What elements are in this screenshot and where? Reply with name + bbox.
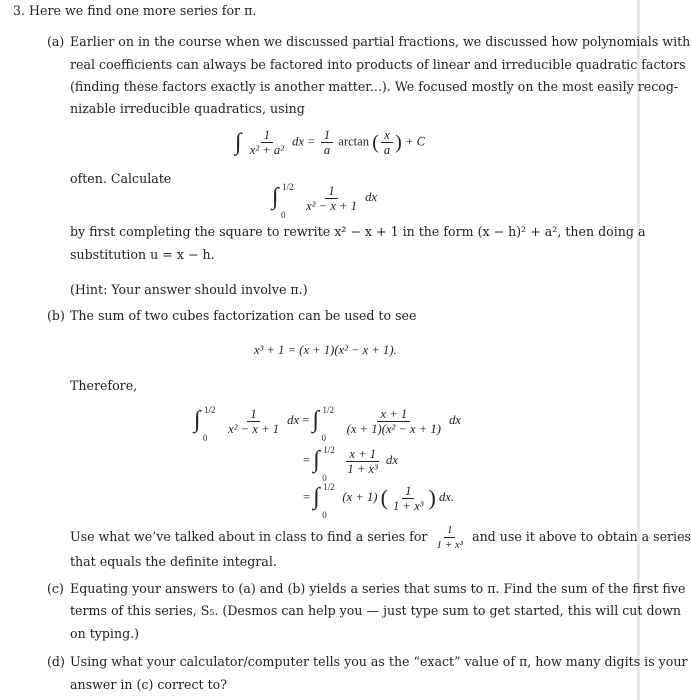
part-d-line-1: Using what your calculator/computer tells you as the “exact” value of π, how many digits is your	[70, 654, 688, 669]
sum-of-cubes-equation: x³ + 1 = (x + 1)(x² − x + 1).	[254, 343, 397, 357]
integral-with-limits	[313, 481, 339, 520]
use-text-b: and use it above to obtain a series	[472, 529, 691, 544]
left-paren: (	[380, 485, 388, 510]
equals-sign: =	[303, 489, 311, 504]
integral-with-limits	[313, 444, 339, 483]
fraction	[381, 128, 393, 157]
integral-chain-row-2	[303, 444, 398, 483]
therefore-text: Therefore,	[70, 378, 138, 393]
part-a-line-3: (finding these factors exactly is another matter...). We focused mostly on the most easily recog-	[70, 79, 679, 94]
constant-term: + C	[405, 134, 426, 149]
integral-chain-row-1	[194, 404, 461, 443]
inline-fraction	[433, 523, 466, 552]
right-paren: )	[395, 131, 402, 154]
lower-limit: 0	[322, 510, 327, 520]
part-a-line-6: substitution u = x − h.	[70, 247, 215, 262]
denominator: 1 + x³	[392, 498, 424, 513]
integral-sign: ∫	[272, 184, 279, 210]
problem-header	[13, 3, 256, 19]
fraction	[344, 447, 380, 476]
fraction	[390, 484, 426, 513]
integral-with-limits	[272, 181, 298, 220]
numerator: 1	[325, 184, 337, 199]
dx: dx	[365, 189, 378, 204]
fraction	[344, 407, 444, 436]
upper-limit: 1/2	[323, 445, 335, 455]
part-a-line-4: nizable irreducible quadratics, using	[70, 101, 305, 116]
arctan-label: arctan	[338, 134, 370, 149]
dx: dx	[287, 412, 300, 427]
numerator: x + 1	[346, 447, 379, 462]
numerator: x	[381, 128, 393, 143]
arctan-equation	[235, 128, 425, 157]
fraction	[225, 407, 282, 436]
integral-sign: ∫	[194, 407, 201, 433]
lower-limit: 0	[321, 433, 326, 443]
denominator: a	[383, 143, 391, 157]
integral-sign: ∫	[313, 447, 320, 473]
integral-sign: ∫	[312, 407, 320, 433]
numerator: 1	[321, 128, 333, 143]
hint-text: (Hint: Your answer should involve π.)	[70, 282, 308, 297]
part-b-line-1: The sum of two cubes factorization can be used to see	[70, 308, 417, 323]
denominator: 1 + x³	[347, 461, 378, 476]
denominator: (x + 1)(x² − x + 1)	[346, 421, 441, 436]
part-a-line-2: real coefficients can always be factored into products of linear and irreducible quadratic factors	[70, 57, 686, 72]
part-c-line-2: terms of this series, S₅. (Desmos can help you — just type sum to get started, this will cut down	[70, 603, 681, 618]
part-d-label: (d)	[47, 654, 65, 669]
denominator: x² − x + 1	[306, 198, 357, 213]
dx: dx	[386, 452, 398, 467]
numerator: 1	[261, 128, 273, 143]
part-a-line-5: by first completing the square to rewrite x² − x + 1 in the form (x − h)² + a², then doing a	[70, 224, 646, 239]
denominator: x² + a²	[249, 143, 284, 157]
equals-sign: =	[302, 412, 310, 427]
part-c-line-3: on typing.)	[70, 626, 140, 641]
part-a-line-1: Earlier on in the course when we discussed partial fractions, we discussed how polynomials with	[70, 34, 691, 49]
upper-limit: 1/2	[323, 482, 335, 492]
numerator: x + 1	[377, 407, 410, 422]
numerator: 1	[444, 523, 456, 538]
left-paren: (	[372, 131, 379, 154]
part-d-line-2: answer in (c) correct to?	[70, 677, 228, 692]
use-text-a: Use what we’ve talked about in class to find a series for	[70, 529, 428, 544]
dx-period: dx.	[438, 489, 454, 504]
part-b-use-line-2: that equals the definite integral.	[70, 554, 277, 569]
part-b-label: (b)	[47, 308, 65, 323]
dx-equals: dx =	[292, 134, 316, 149]
integral-with-limits	[194, 404, 220, 443]
upper-limit: 1/2	[204, 405, 216, 415]
upper-limit: 1/2	[322, 405, 334, 415]
part-b-use-line	[70, 523, 691, 552]
fraction	[321, 128, 333, 157]
dx: dx	[449, 412, 461, 427]
integral-sign: ∫	[235, 129, 242, 156]
lower-limit: 0	[322, 473, 327, 483]
factor-term: (x + 1)	[342, 489, 378, 504]
integral-with-limits	[312, 404, 338, 443]
lower-limit: 0	[281, 210, 286, 220]
fraction	[247, 128, 287, 157]
numerator: 1	[247, 407, 259, 422]
lower-limit: 0	[203, 433, 208, 443]
part-c-label: (c)	[47, 581, 64, 596]
right-paren: )	[428, 485, 436, 510]
part-c-line-1: Equating your answers to (a) and (b) yields a series that sums to π. Find the sum of the first five	[70, 581, 686, 596]
upper-limit: 1/2	[282, 182, 294, 192]
often-calculate: often. Calculate	[70, 171, 172, 186]
denominator: a	[323, 143, 331, 157]
problem-number: 3.	[13, 3, 26, 18]
problem-intro: Here we find one more series for π.	[29, 3, 257, 18]
denominator: 1 + x³	[436, 539, 464, 551]
equals-sign: =	[303, 452, 311, 467]
integral-sign: ∫	[313, 484, 320, 510]
definite-integral-a	[272, 181, 378, 220]
part-a-label: (a)	[47, 34, 65, 49]
denominator: x² − x + 1	[228, 421, 279, 436]
fraction	[303, 184, 360, 213]
integral-chain-row-3	[303, 481, 454, 520]
numerator: 1	[402, 484, 414, 499]
